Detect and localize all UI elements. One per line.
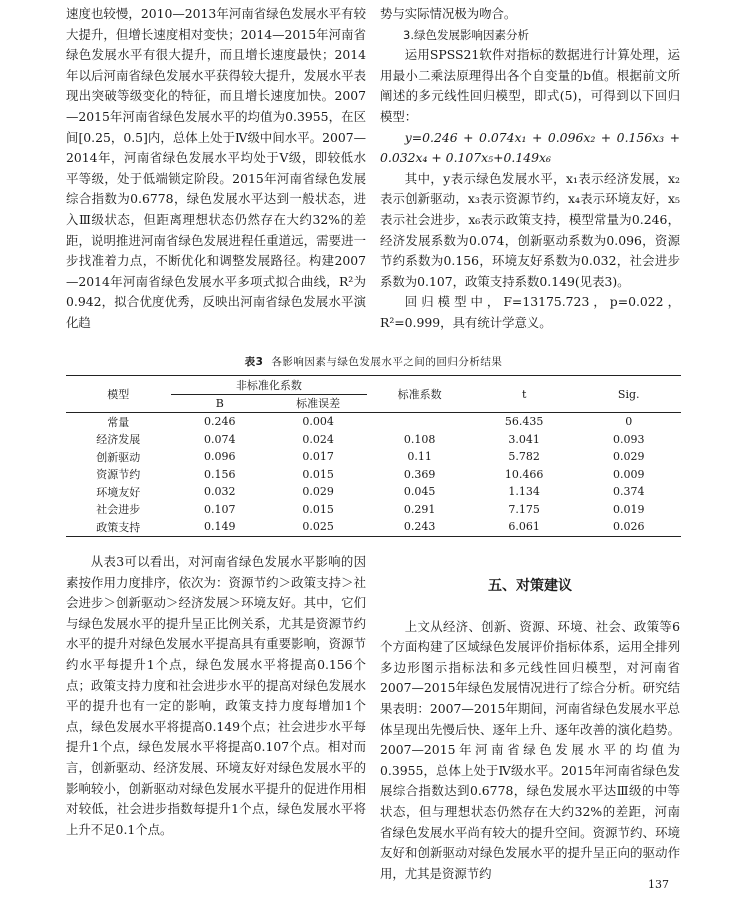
column-header-unstandardized: 非标准化系数 bbox=[171, 376, 368, 395]
table-row-label: 常量 bbox=[107, 415, 130, 429]
table-body bbox=[66, 413, 681, 537]
table-cell: 0.149 bbox=[171, 518, 269, 536]
table-cell: 0.291 bbox=[403, 502, 436, 516]
table-cell: 0.024 bbox=[302, 432, 334, 446]
table-row bbox=[66, 413, 681, 431]
body-paragraph: 运用SPSS21软件对指标的数据进行计算处理，运用最小二乘法原理得出各个自变量的b值。根据前文所阐述的多元线性回归模型，即式(5)，可得到以下回归模型： bbox=[380, 47, 680, 124]
body-paragraph: 上文从经济、创新、资源、环境、社会、政策等6个方面构建了区域绿色发展评价指标体系，运用全排列多边形图示指标法和多元线性回归模型，对河南省2007—2015年绿色发展情况进行了综合分析。研究结果表明：2007—2015年期间，河南省绿色发展水平总体呈现出先慢后快、逐年上升、逐年改善的演化趋势。2007—2015年河南省绿色发展水平的均值为0.3955，总体上处于Ⅳ级水平。2015年河南省绿色发展综合指数达到0.6778，绿色发展水平达Ⅲ级的中等状态，但与理想状态仍然存在大约32%的差距，河南省绿色发展水平尚有较大的提升空间。资源节约、环境友好和创新驱动对绿色发展水平的提升呈正向的驱动作用，尤其是资源节约 bbox=[380, 618, 680, 881]
table-cell: 0.045 bbox=[403, 485, 436, 499]
table-row-label: 创新驱动 bbox=[96, 450, 141, 464]
table-row-label: 资源节约 bbox=[96, 468, 141, 482]
table-cell: 0.026 bbox=[576, 518, 681, 536]
table-cell: 0.029 bbox=[302, 485, 334, 499]
table-row bbox=[66, 448, 681, 466]
table-cell: 0.369 bbox=[403, 467, 436, 481]
table-cell: 1.134 bbox=[508, 485, 540, 499]
table-cell: 56.435 bbox=[504, 415, 544, 429]
column-header-model: 模型 bbox=[66, 376, 171, 413]
table-cell: 0.015 bbox=[302, 467, 334, 481]
left-column-bottom bbox=[66, 552, 366, 840]
right-column-bottom bbox=[380, 552, 680, 884]
table-cell: 0.093 bbox=[612, 432, 645, 446]
body-paragraph: 回归模型中，F=13175.723，p=0.022，R²=0.999，具有统计学意义。 bbox=[380, 294, 680, 330]
column-header-std-error: 标准误差 bbox=[269, 394, 367, 413]
table-row-label: 环境友好 bbox=[96, 485, 141, 499]
table-cell: 0.243 bbox=[367, 518, 472, 536]
column-header-sig: Sig. bbox=[576, 376, 681, 413]
table-cell: 0.11 bbox=[407, 450, 432, 464]
table-cell: 5.782 bbox=[508, 450, 540, 464]
table-row bbox=[66, 501, 681, 519]
table-cell: 0.096 bbox=[203, 450, 236, 464]
table-cell: 0.025 bbox=[269, 518, 367, 536]
table-cell: 6.061 bbox=[472, 518, 577, 536]
table-cell: 7.175 bbox=[508, 502, 540, 516]
table-cell: 0.074 bbox=[203, 432, 236, 446]
table-cell: 10.466 bbox=[504, 467, 544, 481]
regression-table bbox=[66, 375, 681, 537]
table-caption bbox=[66, 354, 681, 369]
table-row-label: 经济发展 bbox=[96, 433, 141, 447]
table-cell: 0.029 bbox=[612, 450, 645, 464]
column-header-standardized: 标准系数 bbox=[367, 376, 472, 413]
table-row bbox=[66, 483, 681, 501]
table-cell: 0.019 bbox=[612, 502, 645, 516]
table-cell: 0.108 bbox=[403, 432, 436, 446]
body-paragraph-continuation: 势与实际情况极为吻合。 bbox=[380, 6, 517, 21]
table-cell: 0.246 bbox=[203, 415, 236, 429]
regression-table-block bbox=[66, 354, 681, 537]
table-row bbox=[66, 466, 681, 484]
table-cell: 0.015 bbox=[302, 502, 334, 516]
right-column-top bbox=[380, 4, 680, 334]
body-paragraph: 其中，y表示绿色发展水平，x₁表示经济发展，x₂表示创新驱动，x₃表示资源节约，x₄表示环境友好，x₅表示社会进步，x₆表示政策支持，模型常量为0.246，经济发展系数为0.074，创新驱动系数为0.096，资源节约系数为0.156，环境友好系数为0.032，社会进步系数为0.107，政策支持系数0.149(见表3)。 bbox=[380, 170, 680, 289]
body-paragraph: 从表3可以看出，对河南省绿色发展水平影响的因素按作用力度排序，依次为：资源节约＞政策支持＞社会进步＞创新驱动＞经济发展＞环境友好。其中，它们与绿色发展水平的提升呈正比例关系，尤其是资源节约水平的提升对绿色发展水平提高具有重要影响，资源节约水平每提升1个点，绿色发展水平将提高0.156个点；政策支持力度和社会进步水平的提高对绿色发展水平的提升也有一定的影响，政策支持力度每增加1个点，绿色发展水平将提高0.149个点；社会进步水平每提升1个点，绿色发展水平将提高0.107个点。相对而言，创新驱动、经济发展、环境友好对绿色发展水平的影响较小，创新驱动对绿色发展水平提升的促进作用相对较低，社会进步指数每提升1个点，绿色发展水平将上升不足0.1个点。 bbox=[66, 554, 366, 837]
table-cell bbox=[367, 413, 472, 431]
regression-formula: y=0.246 + 0.074x₁ + 0.096x₂ + 0.156x₃ + 0.032x₄ + 0.107x₅+0.149x₆ bbox=[380, 129, 680, 166]
column-header-t: t bbox=[472, 376, 577, 413]
table-cell: 0 bbox=[625, 415, 633, 429]
table-cell: 0.107 bbox=[203, 502, 236, 516]
body-paragraph: 速度也较慢，2010—2013年河南省绿色发展水平有较大提升，但增长速度相对变快；2014—2015年河南省绿色发展水平有很大提升，而且增长速度最快；2014年以后河南省绿色发展水平获得较大提升，发展水平表现出突破等级变化的特征，而且增长速度加快。2007—2015年河南省绿色发展水平的均值为0.3955，在区间[0.25，0.5]内，总体上处于Ⅳ级中间水平。2007—2014年，河南省绿色发展水平均处于Ⅴ级，即较低水平等级，处于低端锁定阶段。2015年河南省绿色发展综合指数为0.6778，绿色发展水平达到一般状态，进入Ⅲ级状态，但距离理想状态仍然存在大约32%的差距，说明推进河南省绿色发展进程任重道远，需要进一步找准着力点，不断优化和调整发展路径。构建2007—2014年河南省绿色发展水平多项式拟合曲线，R²为0.942，拟合优度优秀，反映出河南省绿色发展水平演化趋 bbox=[66, 6, 366, 330]
section-heading: 五、对策建议 bbox=[488, 578, 572, 594]
table-cell: 0.017 bbox=[302, 450, 334, 464]
table-cell: 0.156 bbox=[203, 467, 236, 481]
subsection-heading: 3.绿色发展影响因素分析 bbox=[403, 27, 529, 42]
table-caption-number: 表3 bbox=[244, 356, 264, 368]
left-column-top bbox=[66, 4, 366, 334]
page-number: 137 bbox=[648, 878, 669, 891]
table-cell: 0.009 bbox=[612, 467, 645, 481]
table-caption-text: 各影响因素与绿色发展水平之间的回归分析结果 bbox=[271, 356, 503, 368]
table-cell: 3.041 bbox=[508, 432, 540, 446]
table-row-label: 政策支持 bbox=[66, 518, 171, 536]
table-cell: 0.004 bbox=[302, 415, 334, 429]
table-row-label: 社会进步 bbox=[96, 503, 141, 517]
table-cell: 0.374 bbox=[612, 485, 645, 499]
table-row bbox=[66, 518, 681, 536]
column-header-b: B bbox=[171, 394, 269, 413]
table-row bbox=[66, 431, 681, 449]
table-cell: 0.032 bbox=[203, 485, 236, 499]
